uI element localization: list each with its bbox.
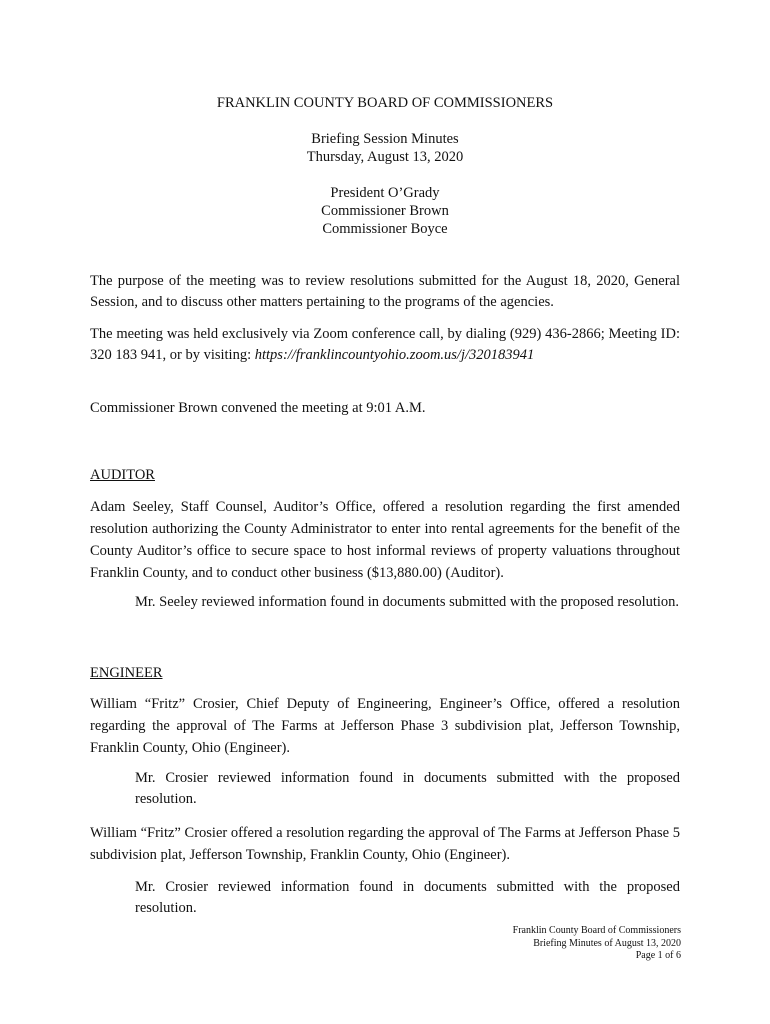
attendee: Commissioner Brown — [321, 203, 449, 219]
page-footer — [381, 925, 681, 963]
org-title: FRANKLIN COUNTY BOARD OF COMMISSIONERS — [216, 95, 554, 111]
zoom-link[interactable]: https://franklincountyohio.zoom.us/j/320183941 — [254, 347, 535, 363]
convened-paragraph: Commissioner Brown convened the meeting at 9:01 A.M. — [90, 400, 426, 416]
footer-org: Franklin County Board of Commissioners — [512, 925, 681, 936]
purpose-paragraph: The purpose of the meeting was to review resolutions submitted for the August 18, 2020, General Session, and to discuss other matters pertaining to the programs of the agencies. — [90, 273, 680, 310]
engineer-resolution-2: William “Fritz” Crosier offered a resolution regarding the approval of The Farms at Jefferson Phase 5 subdivision plat, Jefferson Township, Franklin County, Ohio (Engineer). — [90, 825, 680, 863]
engineer-review-1: Mr. Crosier reviewed information found in documents submitted with the proposed resolution. — [135, 770, 680, 807]
attendee: Commissioner Boyce — [322, 221, 448, 237]
session-title: Briefing Session Minutes — [311, 131, 459, 147]
zoom-text: The meeting was held exclusively via Zoom conference call, by dialing (929) 436-2866; Meeting ID: 320 183 941, or by visiting: — [90, 326, 680, 363]
auditor-resolution: Adam Seeley, Staff Counsel, Auditor’s Office, offered a resolution regarding the first amended resolution authorizing the County Administrator to enter into rental agreements for the benefit of the County Auditor’s office to secure space to host informal reviews of property valuations throughout Franklin County, and to conduct other business ($13,880.00) (Auditor). — [90, 499, 680, 581]
engineer-review-2: Mr. Crosier reviewed information found in documents submitted with the proposed resolution. — [135, 879, 680, 916]
engineer-resolution-1: William “Fritz” Crosier, Chief Deputy of Engineering, Engineer’s Office, offered a resolution regarding the approval of The Farms at Jefferson Phase 3 subdivision plat, Jefferson Township, Franklin County, Ohio (Engineer). — [90, 696, 680, 756]
auditor-review: Mr. Seeley reviewed information found in documents submitted with the proposed resolution. — [135, 594, 680, 610]
section-heading-engineer: ENGINEER — [90, 665, 163, 681]
section-heading-auditor: AUDITOR — [90, 467, 155, 483]
zoom-paragraph — [90, 324, 680, 366]
attendee: President O’Grady — [330, 185, 440, 201]
session-date: Thursday, August 13, 2020 — [306, 149, 464, 165]
footer-minutes-date: Briefing Minutes of August 13, 2020 — [533, 937, 681, 949]
footer-page-number: Page 1 of 6 — [635, 950, 681, 961]
